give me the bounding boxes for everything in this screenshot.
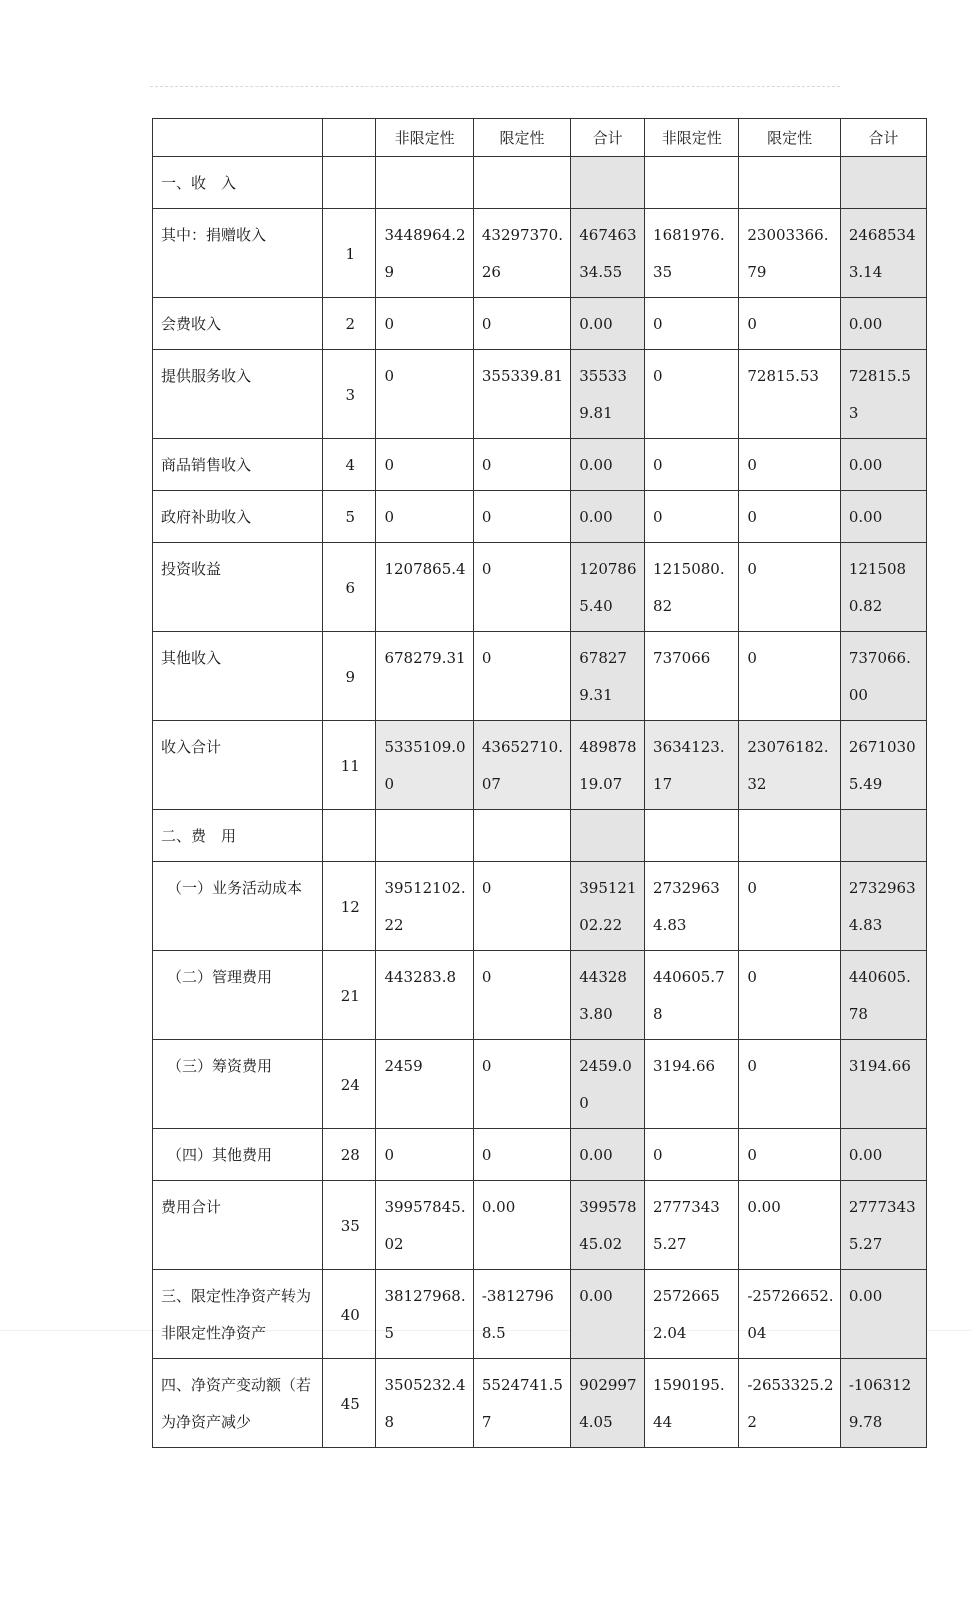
cell-prior-unrestricted: 27773435.27 (645, 1181, 739, 1270)
row-label: 费用合计 (153, 1181, 323, 1270)
table-row (153, 632, 927, 721)
cell-cur-restricted: 0 (473, 439, 570, 491)
table-row (153, 491, 927, 543)
cell-cur-total: 2459.00 (571, 1040, 645, 1129)
cell-prior-total: 26710305.49 (840, 721, 926, 810)
cell-prior-restricted: 0 (739, 951, 840, 1040)
cell-cur-total (571, 810, 645, 862)
cell-cur-restricted: 5524741.57 (473, 1359, 570, 1448)
cell-prior-total: 0.00 (840, 298, 926, 350)
cell-cur-restricted: 0 (473, 298, 570, 350)
row-label: （四）其他费用 (153, 1129, 323, 1181)
cell-prior-total (840, 157, 926, 209)
scan-artifact-line (150, 86, 840, 95)
row-line-no: 4 (323, 439, 376, 491)
row-label: 二、费 用 (153, 810, 323, 862)
cell-prior-unrestricted: 25726652.04 (645, 1270, 739, 1359)
cell-prior-restricted: 23076182.32 (739, 721, 840, 810)
cell-prior-restricted: 0 (739, 543, 840, 632)
row-line-no: 9 (323, 632, 376, 721)
cell-prior-total: 1215080.82 (840, 543, 926, 632)
cell-cur-unrestricted: 0 (376, 298, 473, 350)
cell-cur-restricted: 355339.81 (473, 350, 570, 439)
cell-cur-unrestricted (376, 810, 473, 862)
row-line-no: 6 (323, 543, 376, 632)
cell-cur-restricted: 0 (473, 543, 570, 632)
cell-cur-total: 0.00 (571, 439, 645, 491)
header-cell-current-restricted: 限定性 (473, 119, 570, 157)
cell-cur-total: 1207865.40 (571, 543, 645, 632)
row-line-no: 24 (323, 1040, 376, 1129)
cell-prior-restricted: 0 (739, 1040, 840, 1129)
cell-prior-restricted: 0 (739, 862, 840, 951)
table-row (153, 862, 927, 951)
row-line-no: 21 (323, 951, 376, 1040)
cell-prior-restricted: 72815.53 (739, 350, 840, 439)
row-label: 一、收 入 (153, 157, 323, 209)
cell-cur-unrestricted: 39512102.22 (376, 862, 473, 951)
cell-cur-unrestricted: 3448964.29 (376, 209, 473, 298)
cell-cur-restricted (473, 810, 570, 862)
cell-cur-unrestricted: 0 (376, 439, 473, 491)
cell-cur-total: 0.00 (571, 1129, 645, 1181)
cell-cur-unrestricted: 443283.8 (376, 951, 473, 1040)
row-line-no: 28 (323, 1129, 376, 1181)
cell-cur-unrestricted: 39957845.02 (376, 1181, 473, 1270)
table-row (153, 1040, 927, 1129)
cell-prior-total: 27773435.27 (840, 1181, 926, 1270)
cell-cur-restricted: 43652710.07 (473, 721, 570, 810)
cell-cur-restricted (473, 157, 570, 209)
row-line-no: 11 (323, 721, 376, 810)
row-line-no: 35 (323, 1181, 376, 1270)
cell-cur-restricted: 0 (473, 862, 570, 951)
header-cell-prior-unrestricted: 非限定性 (645, 119, 739, 157)
row-label: 收入合计 (153, 721, 323, 810)
cell-prior-total: 737066.00 (840, 632, 926, 721)
cell-prior-unrestricted: 0 (645, 298, 739, 350)
cell-cur-total: 443283.80 (571, 951, 645, 1040)
cell-cur-restricted: 43297370.26 (473, 209, 570, 298)
cell-cur-unrestricted: 0 (376, 1129, 473, 1181)
cell-prior-restricted: 0.00 (739, 1181, 840, 1270)
cell-prior-unrestricted: 0 (645, 439, 739, 491)
row-line-no: 3 (323, 350, 376, 439)
row-label: （三）筹资费用 (153, 1040, 323, 1129)
cell-cur-unrestricted: 2459 (376, 1040, 473, 1129)
cell-prior-unrestricted: 440605.78 (645, 951, 739, 1040)
table-row (153, 1129, 927, 1181)
cell-prior-restricted: 0 (739, 1129, 840, 1181)
activity-statement-table (152, 118, 927, 1448)
cell-prior-total: 0.00 (840, 491, 926, 543)
cell-cur-unrestricted (376, 157, 473, 209)
cell-cur-total: 46746334.55 (571, 209, 645, 298)
cell-prior-unrestricted: 0 (645, 491, 739, 543)
cell-cur-restricted: 0 (473, 1040, 570, 1129)
row-line-no: 1 (323, 209, 376, 298)
row-line-no (323, 810, 376, 862)
cell-prior-total: 0.00 (840, 1270, 926, 1359)
cell-prior-restricted (739, 157, 840, 209)
cell-cur-unrestricted: 38127968.5 (376, 1270, 473, 1359)
cell-cur-unrestricted: 1207865.4 (376, 543, 473, 632)
cell-cur-unrestricted: 0 (376, 350, 473, 439)
row-line-no: 2 (323, 298, 376, 350)
cell-cur-restricted: 0 (473, 951, 570, 1040)
row-label: 政府补助收入 (153, 491, 323, 543)
cell-prior-restricted: -2653325.22 (739, 1359, 840, 1448)
cell-prior-total: -1063129.78 (840, 1359, 926, 1448)
cell-cur-unrestricted: 3505232.48 (376, 1359, 473, 1448)
cell-cur-restricted: -38127968.5 (473, 1270, 570, 1359)
cell-prior-total: 27329634.83 (840, 862, 926, 951)
cell-cur-total: 39957845.02 (571, 1181, 645, 1270)
row-label: 提供服务收入 (153, 350, 323, 439)
cell-cur-total (571, 157, 645, 209)
cell-cur-unrestricted: 5335109.00 (376, 721, 473, 810)
cell-prior-unrestricted: 737066 (645, 632, 739, 721)
row-line-no: 45 (323, 1359, 376, 1448)
row-label: 会费收入 (153, 298, 323, 350)
row-label: （二）管理费用 (153, 951, 323, 1040)
row-label: 四、净资产变动额（若为净资产减少 (153, 1359, 323, 1448)
cell-prior-total: 24685343.14 (840, 209, 926, 298)
row-label: （一）业务活动成本 (153, 862, 323, 951)
cell-cur-total: 48987819.07 (571, 721, 645, 810)
cell-cur-total: 0.00 (571, 298, 645, 350)
cell-prior-unrestricted (645, 810, 739, 862)
row-line-no: 40 (323, 1270, 376, 1359)
cell-prior-restricted: 0 (739, 632, 840, 721)
row-line-no: 12 (323, 862, 376, 951)
cell-prior-unrestricted: 3194.66 (645, 1040, 739, 1129)
row-line-no: 5 (323, 491, 376, 543)
cell-cur-total: 9029974.05 (571, 1359, 645, 1448)
cell-prior-unrestricted: 3634123.17 (645, 721, 739, 810)
table-row (153, 1270, 927, 1359)
cell-prior-unrestricted: 1681976.35 (645, 209, 739, 298)
cell-prior-unrestricted: 1215080.82 (645, 543, 739, 632)
cell-prior-total (840, 810, 926, 862)
row-label: 其中：捐赠收入 (153, 209, 323, 298)
cell-prior-unrestricted: 0 (645, 350, 739, 439)
table-row (153, 439, 927, 491)
cell-cur-total: 0.00 (571, 1270, 645, 1359)
cell-prior-restricted: 23003366.79 (739, 209, 840, 298)
section-row (153, 157, 927, 209)
header-cell-current-total: 合计 (571, 119, 645, 157)
section-row (153, 810, 927, 862)
header-cell-item (153, 119, 323, 157)
cell-cur-restricted: 0 (473, 491, 570, 543)
table-row (153, 951, 927, 1040)
table-row (153, 543, 927, 632)
cell-prior-restricted (739, 810, 840, 862)
cell-prior-restricted: 0 (739, 439, 840, 491)
table-row (153, 1359, 927, 1448)
row-label: 商品销售收入 (153, 439, 323, 491)
row-label: 三、限定性净资产转为非限定性净资产 (153, 1270, 323, 1359)
header-cell-current-unrestricted: 非限定性 (376, 119, 473, 157)
cell-cur-total: 678279.31 (571, 632, 645, 721)
table-header-row (153, 119, 927, 157)
table-row (153, 209, 927, 298)
cell-prior-unrestricted: 1590195.44 (645, 1359, 739, 1448)
cell-prior-unrestricted (645, 157, 739, 209)
cell-prior-unrestricted: 0 (645, 1129, 739, 1181)
cell-cur-restricted: 0 (473, 632, 570, 721)
cell-prior-unrestricted: 27329634.83 (645, 862, 739, 951)
table-row (153, 1181, 927, 1270)
table-row (153, 721, 927, 810)
cell-prior-total: 0.00 (840, 1129, 926, 1181)
table-row (153, 298, 927, 350)
cell-cur-total: 39512102.22 (571, 862, 645, 951)
row-label: 投资收益 (153, 543, 323, 632)
header-cell-prior-total: 合计 (840, 119, 926, 157)
cell-cur-total: 355339.81 (571, 350, 645, 439)
row-label: 其他收入 (153, 632, 323, 721)
cell-cur-restricted: 0 (473, 1129, 570, 1181)
header-cell-line-no (323, 119, 376, 157)
cell-prior-total: 3194.66 (840, 1040, 926, 1129)
cell-cur-unrestricted: 678279.31 (376, 632, 473, 721)
cell-prior-total: 72815.53 (840, 350, 926, 439)
cell-cur-total: 0.00 (571, 491, 645, 543)
cell-cur-unrestricted: 0 (376, 491, 473, 543)
cell-prior-restricted: 0 (739, 298, 840, 350)
cell-prior-restricted: -25726652.04 (739, 1270, 840, 1359)
header-cell-prior-restricted: 限定性 (739, 119, 840, 157)
cell-prior-total: 440605.78 (840, 951, 926, 1040)
table-row (153, 350, 927, 439)
row-line-no (323, 157, 376, 209)
cell-prior-restricted: 0 (739, 491, 840, 543)
cell-prior-total: 0.00 (840, 439, 926, 491)
cell-cur-restricted: 0.00 (473, 1181, 570, 1270)
